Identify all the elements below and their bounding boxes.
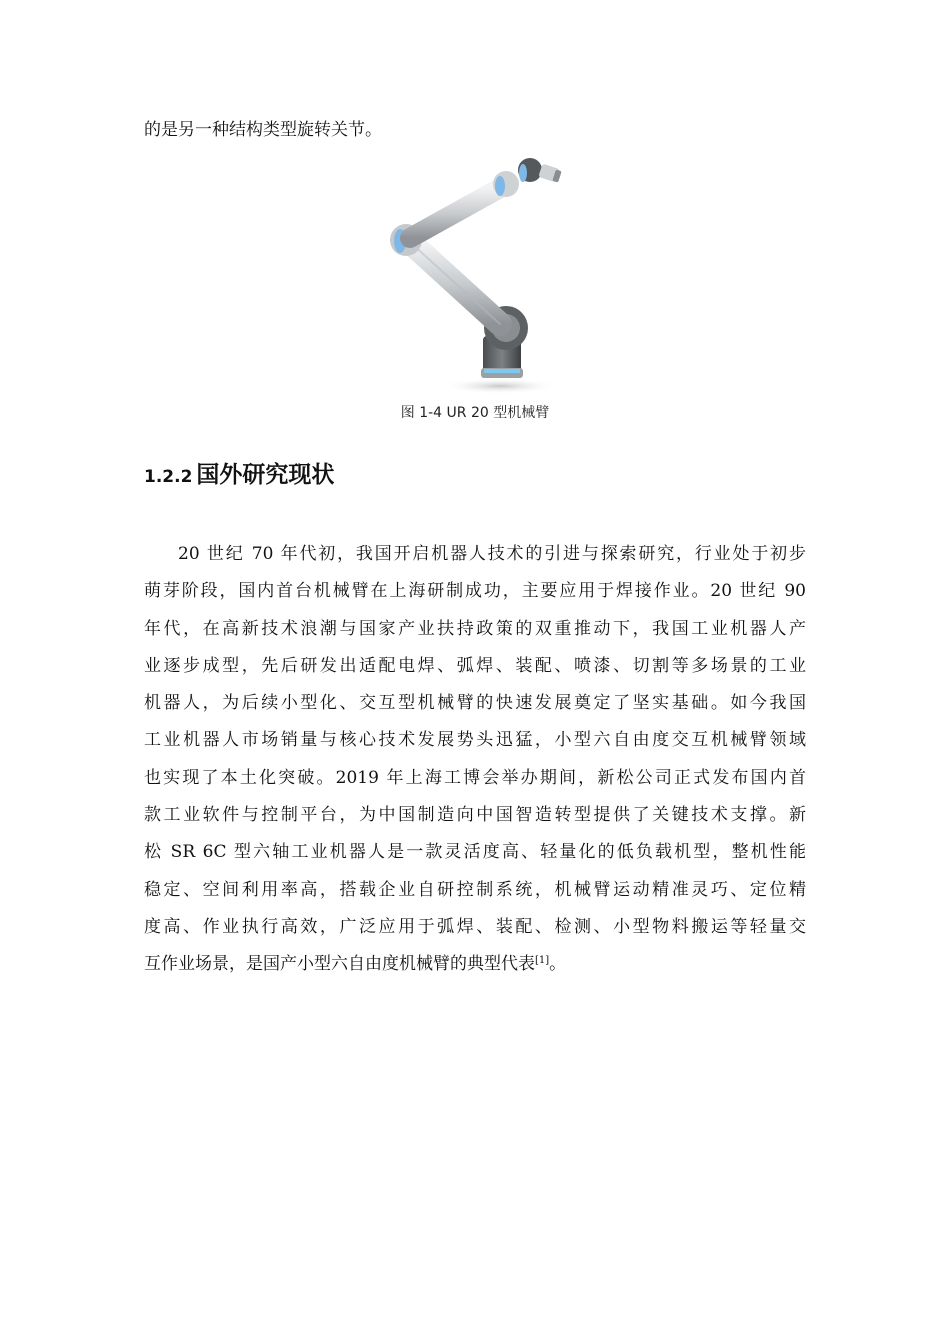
paragraph-line: 年代，在高新技术浪潮与国家产业扶持政策的双重推动下，我国工业机器人产: [144, 618, 806, 639]
body-paragraph: [144, 536, 806, 984]
last-line-end: 。: [549, 954, 567, 975]
paragraph-last-line: [144, 946, 806, 983]
paragraph-line: 20 世纪 70 年代初，我国开启机器人技术的引进与探索研究，行业处于初步: [178, 544, 806, 564]
paragraph-line: 款工业软件与控制平台，为中国制造向中国智造转型提供了关键技术支撑。新: [144, 805, 806, 826]
paragraph-line: 也实现了本土化突破。2019 年上海工博会举办期间，新松公司正式发布国内首: [144, 767, 806, 788]
robot-arm-figure: [360, 150, 590, 400]
paragraph-line: 度高、作业执行高效，广泛应用于弧焊、装配、检测、小型物料搬运等轻量交: [144, 916, 806, 937]
paragraph-line: 松 SR 6C 型六轴工业机器人是一款灵活度高、轻量化的低负载机型，整机性能: [144, 842, 806, 863]
figure-caption: 图 1-4 UR 20 型机械臂: [400, 405, 550, 421]
paragraph-line: 业逐步成型，先后研发出适配电焊、弧焊、装配、喷漆、切割等多场景的工业: [144, 655, 806, 676]
section-title: 国外研究现状: [196, 462, 335, 488]
section-number: 1.2.2: [144, 467, 193, 487]
paragraph-line: 稳定、空间利用率高，搭载企业自研控制系统，机械臂运动精准灵巧、定位精: [144, 879, 806, 900]
paragraph-line: 机器人，为后续小型化、交互型机械臂的快速发展奠定了坚实基础。如今我国: [144, 693, 806, 714]
lead-text: 的是另一种结构类型旋转关节。: [144, 120, 382, 140]
section-heading: [144, 456, 334, 489]
last-line-text: 互作业场景，是国产小型六自由度机械臂的典型代表: [144, 954, 535, 975]
citation-ref[interactable]: [1]: [535, 955, 550, 967]
paragraph-line: 工业机器人市场销量与核心技术发展势头迅猛，小型六自由度交互机械臂领域: [144, 730, 806, 751]
robot-arm-image: [360, 150, 590, 400]
paragraph-line: 萌芽阶段，国内首台机械臂在上海研制成功，主要应用于焊接作业。20 世纪 90: [144, 581, 806, 602]
